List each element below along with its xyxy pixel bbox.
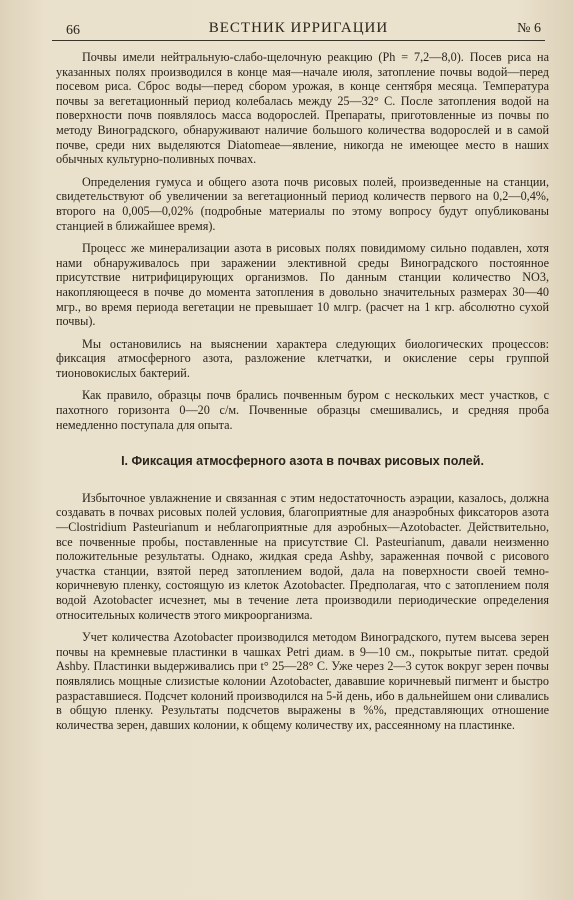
paragraph: Почвы имели нейтральную-слабо-щелочную реакцию (Ph = 7,2—8,0). Посев риса на указанных полях производился в конце мая—начале июля, затопление почвы водой—перед посевом риса. Сброс воды—перед сбором урожая, в конце сентября месяца. Температура почвы за вегетационный период колебалась между 25—32° С. После затопления водой на поверхности почв появлялось масса водорослей. Препараты, приготовленные из почвы по методу Виноградского, обнаруживают наличие большого количества водорослей и в самой почве, среди них выделяются Diatomeae—явление, никогда не имеющее место в наших обычных культурно-поливных почвах. <box>56 50 549 167</box>
page-number: 66 <box>66 23 80 38</box>
paragraph: Учет количества Azotobacter производился методом Виноградского, путем высева зерен почвы на кремневые пластинки в чашках Petri диам. в 9—10 см., покрытые питат. средой Ashby. Пластинки выдерживались при t° 25—28° С. Уже через 2—3 суток вокруг зерен почвы появлялись мощные слизистые колонии Azotobacter, дававшие коричневый пигмент и быстро разраставшиеся. Подсчет колоний производился на 5-й день, ибо в дальнейшем они сливались в общую пленку. Результаты подсчетов выражены в %%, представляющих отношение количества зерен, давших колонии, к общему количеству их, рассеянному на пластинке. <box>56 630 549 732</box>
issue-number: № 6 <box>517 21 541 36</box>
article-body <box>56 50 549 740</box>
page-header <box>52 18 545 41</box>
section-heading: I. Фиксация атмосферного азота в почвах рисовых полей. <box>121 454 484 469</box>
paragraph: Как правило, образцы почв брались почвенным буром с нескольких мест участков, с пахотного горизонта 0—20 с/м. Почвенные образцы смешивались, и средняя проба немедленно поступала для опыта. <box>56 388 549 432</box>
paragraph: Процесс же минерализации азота в рисовых полях повидимому сильно подавлен, хотя нами обнаруживалось при заражении элективной среды Виноградского постоянное присутствие нитрифицирующих организмов. По данным станции количество NO3, накопляющееся в почве до момента затопления в довольно значительных размерах 30—40 мгр., во время периода вегетации не превышает 10 млгр. (расчет на 1 кгр. абсолютно сухой почвы). <box>56 241 549 329</box>
paragraph: Определения гумуса и общего азота почв рисовых полей, произведенные на станции, свидетельствуют об увеличении за вегетационный период количеств первого на 0,2—0,4%, второго на 0,005—0,02% (подробные материалы по этому вопросу будут опубликованы станцией в ближайшее время). <box>56 174 549 233</box>
journal-title: ВЕСТНИК ИРРИГАЦИИ <box>208 20 389 36</box>
paragraph: Избыточное увлажнение и связанная с этим недостаточность аэрации, казалось, должна создавать в почвах рисовых полей условия, благоприятные для анаэробных фиксаторов азота—Clostridium Pasteurianum и неблагоприятные для аэробных—Azotobacter. Действительно, все почвенные пробы, поставленные на присутствие Cl. Pasteurianum, давали неизменно положительные результаты. Однако, жидкая среда Ashby, зараженная почвой с рисового участка станции, взятой перед затоплением водой, дала на поверхности своей темно-коричневую пленку, состоящую из клеток Azotobacter. Предполагая, что с затоплением поля водой Azotobacter исчезнет, мы в течение лета производили периодические определения относительных количеств этого микроорганизма. <box>56 490 549 622</box>
paragraph: Мы остановились на выяснении характера следующих биологических процессов: фиксация атмосферного азота, разложение клетчатки, и окисление серы группой тионовокислых бактерий. <box>56 336 549 380</box>
